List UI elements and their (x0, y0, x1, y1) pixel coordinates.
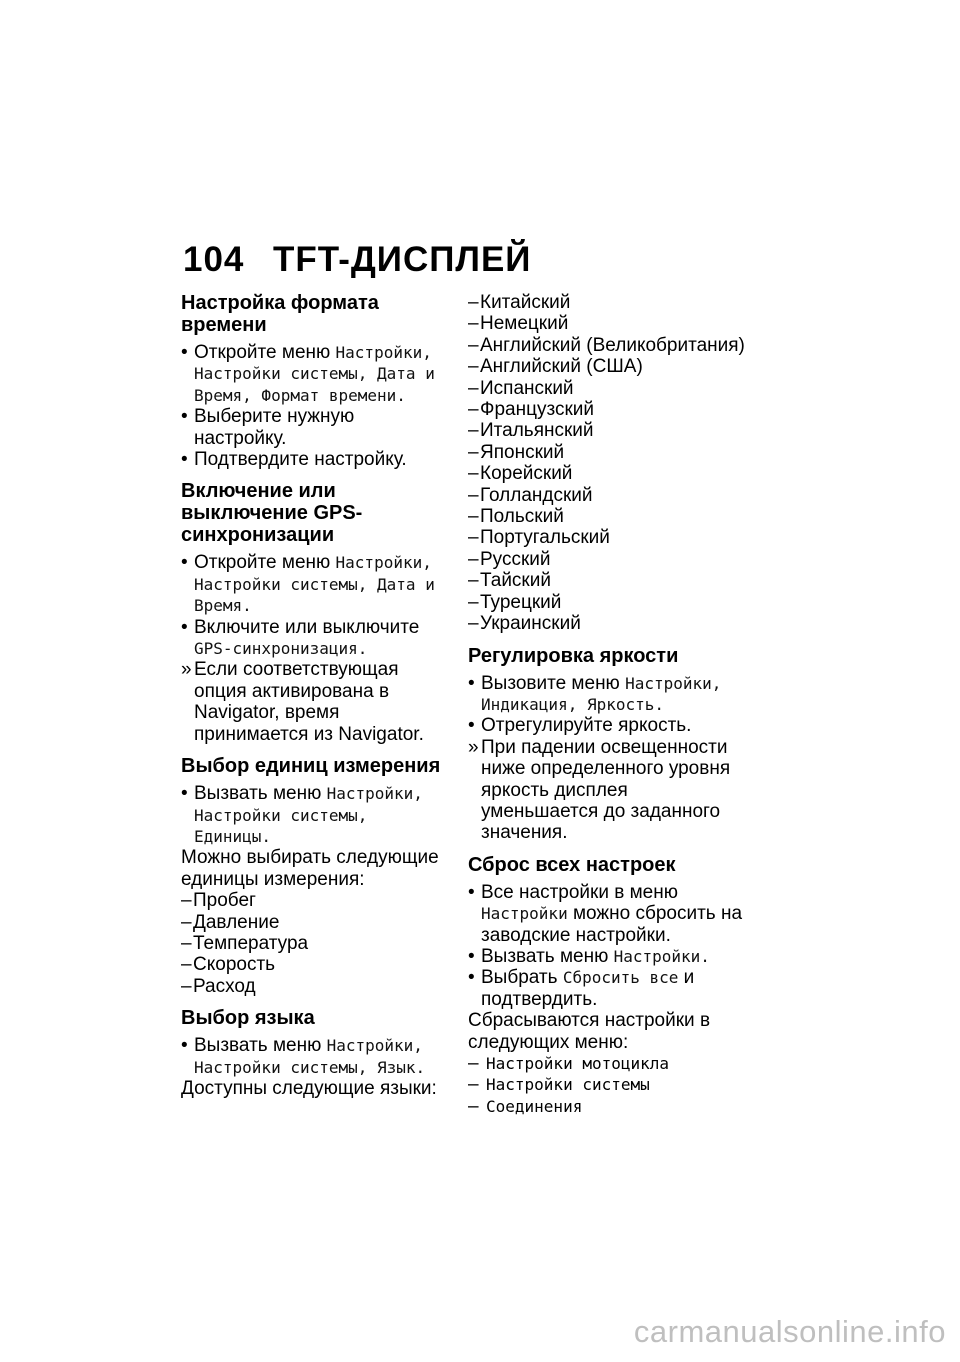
list-item (468, 313, 748, 334)
reset-list (468, 1053, 748, 1117)
list-item-label: Японский (480, 441, 565, 463)
menu-path: Настройки, Настройки системы, Дата и Время, Формат времени. (194, 343, 435, 405)
dash-marker: – (468, 591, 479, 613)
list-item (468, 549, 748, 570)
bullet-item: • Вызвать меню Настройки, Настройки системы, Язык. (181, 1035, 426, 1077)
list-item-label: Тайский (480, 570, 551, 592)
bullet-item: • Подтвердите настройку. (181, 449, 407, 471)
list-item (468, 356, 748, 377)
list-item-label: Итальянский (480, 420, 594, 442)
menu-path: Настройки, Индикация, Яркость. (481, 673, 722, 714)
dash-marker: – (468, 1095, 479, 1117)
page-title: TFT-ДИСПЛЕЙ (273, 240, 532, 279)
dash-marker: – (468, 399, 479, 421)
dash-marker: – (181, 954, 192, 976)
list-item (468, 570, 748, 591)
list-item (181, 890, 451, 911)
reset-heading: Сброс всех настроек (468, 853, 676, 876)
list-item (468, 463, 748, 484)
list-item-label: Украинский (480, 613, 581, 635)
list-item (468, 442, 748, 463)
dash-marker: – (468, 548, 479, 570)
dash-marker: – (468, 484, 479, 506)
page-number: 104 (183, 240, 245, 279)
dash-marker: – (468, 313, 479, 335)
list-item (181, 954, 451, 975)
list-item-label: Настройки системы (486, 1075, 650, 1095)
list-item (468, 485, 748, 506)
dash-marker: – (468, 527, 479, 549)
dash-marker: – (181, 932, 192, 954)
list-item-label: Русский (480, 548, 551, 570)
list-item (468, 335, 748, 356)
note-item: » Если соответствующая опция активирована в Navigator, время принимается из Navigator. (181, 659, 424, 745)
dash-marker: – (468, 613, 479, 635)
list-item-label: Испанский (480, 377, 574, 399)
bullet-item: • Отрегулируйте яркость. (468, 715, 692, 737)
list-item (468, 592, 748, 613)
time-format-heading: Настройка формата времени (181, 292, 379, 336)
menu-path: Настройки, Настройки системы, Дата и Время. (194, 553, 435, 616)
bullet-item: • Вызвать меню Настройки. (468, 945, 710, 967)
watermark: carmanualsonline.info (633, 1314, 946, 1349)
list-item-label: Настройки мотоцикла (486, 1054, 670, 1073)
page-header (183, 240, 531, 280)
dash-marker: – (468, 1074, 479, 1096)
bullet-item: • Откройте меню Настройки, Настройки системы, Дата и Время, Формат времени. (181, 342, 435, 405)
menu-path: Сбросить все (562, 968, 679, 988)
menu-path: Настройки, Настройки системы, Язык. (194, 1036, 426, 1077)
dash-marker: – (468, 377, 479, 399)
list-item-label: Польский (480, 506, 564, 528)
list-item-label: Давление (193, 911, 280, 933)
list-item-label: Скорость (193, 954, 276, 976)
list-item-label: Температура (193, 932, 309, 954)
units-list (181, 890, 451, 997)
list-item (468, 527, 748, 548)
list-item-label: Турецкий (480, 591, 562, 613)
list-item (468, 613, 748, 634)
bullet-item: • Все настройки в меню Настройки можно сбросить на заводские настройки. (468, 881, 743, 946)
dash-marker: – (468, 570, 479, 592)
note-arrow-icon: » (181, 659, 192, 681)
list-item-label: Португальский (480, 527, 610, 549)
list-item (468, 378, 748, 399)
list-item (468, 1096, 748, 1117)
bullet-item: • Вызовите меню Настройки, Индикация, Яркость. (468, 672, 722, 714)
brightness-heading: Регулировка яркости (468, 644, 679, 667)
list-item (468, 506, 748, 527)
bullet-item: • Вызвать меню Настройки, Настройки системы, Единицы. (181, 783, 423, 846)
menu-path: Настройки. (613, 946, 710, 966)
list-item-label: Английский (Великобритания) (480, 334, 745, 356)
units-heading: Выбор единиц измерения (181, 755, 441, 778)
list-item-label: Соединения (486, 1096, 583, 1116)
language-intro: Доступны следующие языки: (181, 1077, 437, 1099)
left-column (181, 292, 451, 1099)
bullet-item: • Выберите нужную настройку. (181, 406, 355, 449)
list-item (468, 420, 748, 441)
language-heading: Выбор языка (181, 1007, 315, 1030)
right-column (468, 292, 748, 1117)
list-item (468, 399, 748, 420)
list-item-label: Пробег (193, 890, 256, 912)
units-intro: Можно выбирать следующие единицы измерения: (181, 847, 439, 890)
note-arrow-icon: » (468, 736, 479, 758)
list-item (181, 912, 451, 933)
list-item-label: Расход (193, 975, 256, 997)
dash-marker: – (468, 463, 479, 485)
dash-marker: – (181, 911, 192, 933)
menu-path: Настройки (481, 904, 568, 924)
language-list (468, 292, 748, 635)
dash-marker: – (468, 441, 479, 463)
list-item (468, 292, 748, 313)
gps-heading: Включение или выключение GPS-синхронизации (181, 480, 363, 547)
list-item-label: Голландский (480, 484, 593, 506)
list-item-label: Корейский (480, 463, 573, 485)
dash-marker: – (468, 420, 479, 442)
dash-marker: – (468, 1053, 479, 1074)
bullet-item: • Выбрать Сбросить все и подтвердить. (468, 967, 695, 1010)
list-item-label: Английский (США) (480, 356, 643, 378)
dash-marker: – (468, 292, 479, 313)
bullet-item: • Включите или выключите GPS-синхронизация. (181, 616, 420, 659)
reset-intro: Сбрасываются настройки в следующих меню: (468, 1010, 711, 1053)
dash-marker: – (468, 334, 479, 356)
dash-marker: – (468, 356, 479, 378)
menu-path: Настройки, Настройки системы, Единицы. (194, 784, 423, 846)
list-item (468, 1074, 748, 1095)
list-item (181, 933, 451, 954)
list-item-label: Французский (480, 399, 594, 421)
bullet-item: • Откройте меню Настройки, Настройки системы, Дата и Время. (181, 552, 435, 616)
dash-marker: – (181, 890, 192, 912)
note-item: » При падении освещенности ниже определенного уровня яркость дисплея уменьшается до заданного значения. (468, 736, 731, 844)
dash-marker: – (181, 975, 192, 997)
list-item (181, 976, 451, 997)
dash-marker: – (468, 506, 479, 528)
list-item (468, 1053, 748, 1074)
list-item-label: Китайский (480, 292, 571, 313)
menu-path: GPS-синхронизация. (194, 639, 368, 659)
list-item-label: Немецкий (480, 313, 569, 335)
